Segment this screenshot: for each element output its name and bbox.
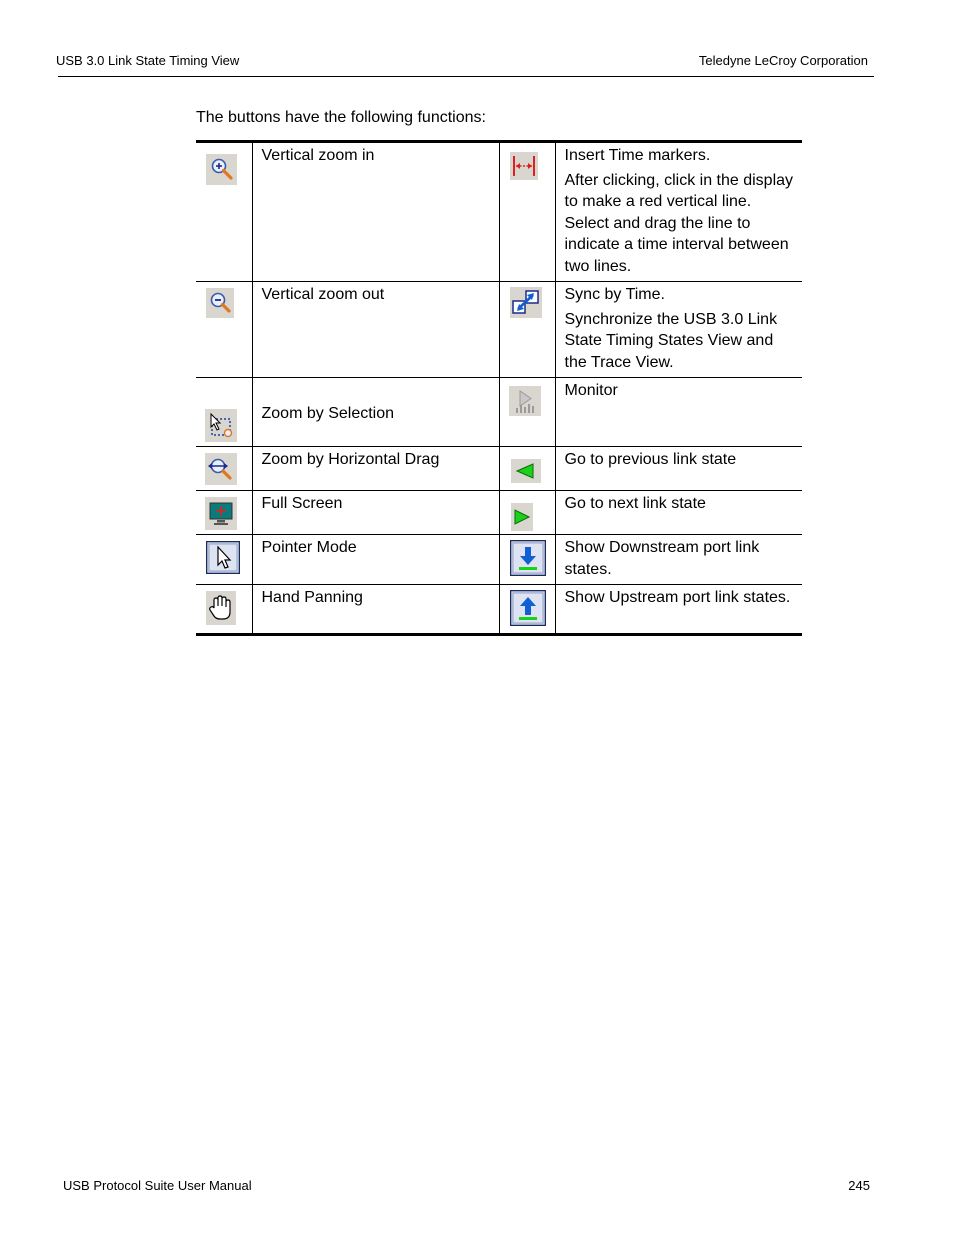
- full-screen-icon: [205, 497, 237, 530]
- next-link-state-label: Go to next link state: [564, 495, 706, 512]
- downstream-port-label: Show Downstream port link states.: [564, 539, 760, 578]
- upstream-port-icon: [510, 590, 546, 626]
- page-number: 245: [848, 1178, 870, 1193]
- vertical-zoom-out-label: Vertical zoom out: [261, 286, 385, 303]
- insert-time-markers-icon: [510, 152, 538, 180]
- table-row: [196, 282, 802, 378]
- running-header-company: Teledyne LeCroy Corporation: [698, 53, 868, 68]
- sync-by-time-description: Synchronize the USB 3.0 Link State Timing States View and the Trace View.: [564, 310, 778, 371]
- zoom-by-selection-icon: [205, 409, 237, 442]
- table-row: [196, 535, 802, 585]
- vertical-zoom-out-icon: [206, 288, 234, 318]
- table-row: [196, 447, 802, 491]
- table-row: [196, 585, 802, 635]
- downstream-port-icon: [510, 540, 546, 576]
- hand-panning-label: Hand Panning: [261, 589, 363, 606]
- pointer-mode-icon: [206, 541, 240, 574]
- vertical-zoom-in-icon: [206, 154, 237, 185]
- insert-time-markers-label: Insert Time markers.: [564, 147, 711, 164]
- zoom-by-selection-label: Zoom by Selection: [261, 405, 395, 422]
- table-row: [196, 491, 802, 535]
- sync-by-time-icon: [510, 287, 542, 318]
- monitor-icon: [509, 386, 541, 416]
- header-rule: [58, 76, 874, 77]
- sync-by-time-label: Sync by Time.: [564, 286, 665, 303]
- table-row: [196, 378, 802, 447]
- pointer-mode-label: Pointer Mode: [261, 539, 357, 556]
- full-screen-label: Full Screen: [261, 495, 343, 512]
- upstream-port-label: Show Upstream port link states.: [564, 589, 791, 606]
- previous-link-state-icon: [511, 459, 541, 483]
- next-link-state-icon: [511, 503, 533, 531]
- running-header-title: USB 3.0 Link State Timing View: [56, 53, 240, 68]
- zoom-by-horizontal-drag-icon: [205, 453, 237, 485]
- previous-link-state-label: Go to previous link state: [564, 451, 737, 468]
- table-row: [196, 142, 802, 282]
- running-footer-title: USB Protocol Suite User Manual: [63, 1178, 252, 1193]
- hand-panning-icon: [206, 591, 236, 625]
- button-functions-table: [196, 140, 802, 636]
- vertical-zoom-in-label: Vertical zoom in: [261, 147, 375, 164]
- zoom-by-horizontal-drag-label: Zoom by Horizontal Drag: [261, 451, 440, 468]
- intro-text: The buttons have the following functions:: [196, 109, 486, 126]
- insert-time-markers-description: After clicking, click in the display to make a red vertical line. Select and drag the line to indicate a time interval between two lines.: [564, 171, 794, 275]
- monitor-label: Monitor: [564, 382, 618, 399]
